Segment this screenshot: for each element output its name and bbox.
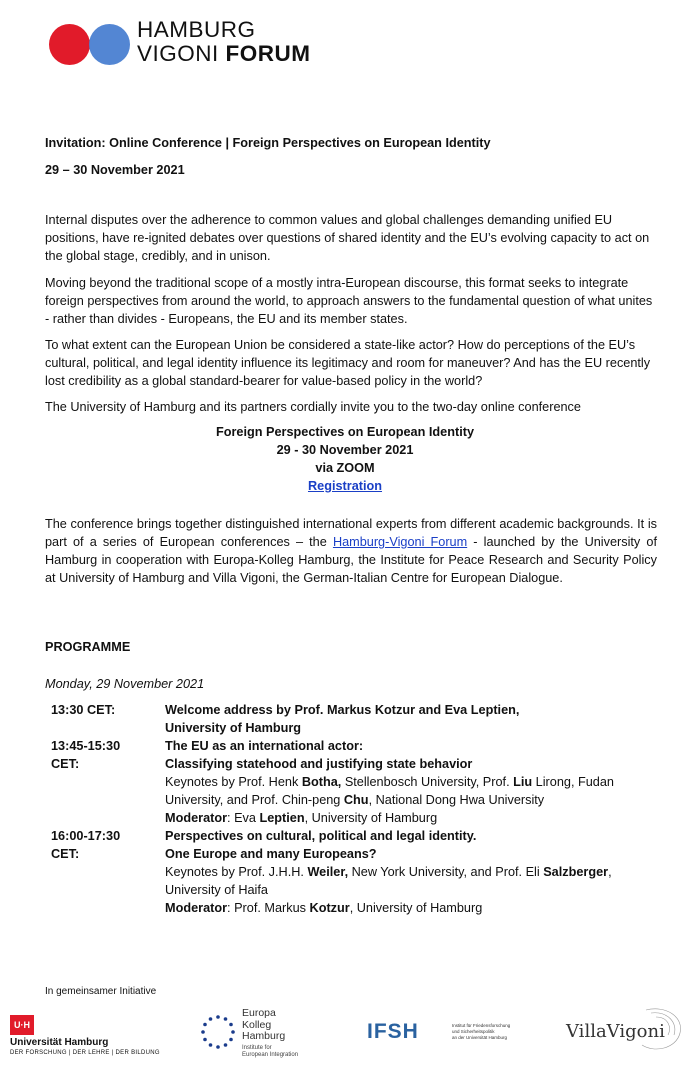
uh-emblem: U·H: [10, 1015, 34, 1035]
logo-blue-circle: [89, 24, 130, 65]
ekh-subtitle: Institute for European Integration: [242, 1045, 299, 1058]
uh-tagline: DER FORSCHUNG | DER LEHRE | DER BILDUNG: [10, 1050, 160, 1056]
center-title: Foreign Perspectives on European Identity: [215, 425, 475, 439]
logo-red-circle: [49, 24, 90, 65]
brand-wordmark: [137, 18, 311, 66]
paragraph-questions: To what extent can the European Union be considered a state-like actor? How do perceptions of the EU’s cultural, political, and legal identity influence its legitimacy and room for maneuver? And has the EU recently lost credibility as a global standard-bearer for value-based policy in the world?: [45, 338, 651, 388]
session2-keynotes-line2: University, and Prof. Chin-peng Chu, National Dong Hwa University: [165, 793, 545, 807]
programme-label: PROGRAMME: [45, 640, 131, 654]
universitaet-hamburg-logo: [10, 1015, 160, 1060]
europa-kolleg-logo: [200, 1008, 320, 1063]
session3-time1: 16:00-17:30: [51, 829, 121, 843]
center-dates: 29 - 30 November 2021: [276, 443, 414, 457]
brand-line2: VIGONI FORUM: [137, 41, 311, 66]
ifsh-logo: [367, 1020, 517, 1048]
session3-title2: One Europe and many Europeans?: [165, 847, 377, 861]
session3-keynotes-line1: Keynotes by Prof. J.H.H. Weiler, New York University, and Prof. Eli Salzberger,: [165, 865, 612, 879]
session3-moderator: Moderator: Prof. Markus Kotzur, University of Hamburg: [165, 901, 483, 915]
uh-name: Universität Hamburg: [10, 1037, 109, 1048]
eu-stars-icon: [200, 1014, 236, 1050]
session1-title1: Welcome address by Prof. Markus Kotzur and Eva Leptien,: [165, 703, 520, 717]
conference-date: 29 – 30 November 2021: [45, 163, 185, 177]
session2-keynotes-line1: Keynotes by Prof. Henk Botha, Stellenbosch University, Prof. Liu Lirong, Fudan: [165, 775, 614, 789]
ifsh-subtitle: Institut für Friedensforschung und Sicherheitspolitik an der Universität Hamburg: [452, 1023, 511, 1040]
paragraph-invite: The University of Hamburg and its partners cordially invite you to the two-day online conference: [45, 400, 581, 414]
session3-time2: CET:: [51, 847, 80, 861]
registration-link[interactable]: Registration: [307, 479, 383, 493]
villa-vigoni-name: VillaVigoni: [566, 1021, 665, 1042]
initiative-label: In gemeinsamer Initiative: [45, 986, 157, 997]
center-registration-wrap: [45, 477, 645, 495]
paragraph-series: The conference brings together distinguished international experts from different academic backgrounds. It is part of a series of European conferences – the Hamburg-Vigoni Forum - launched by the University of Hamburg in cooperation with Europa-Kolleg Hamburg, the Institute for Peace Research and Security Policy at University of Hamburg and Villa Vigoni, the German-Italian Centre for European Dialogue.: [45, 517, 657, 585]
paragraph-format: Moving beyond the traditional scope of a mostly intra-European discourse, this format seeks to integrate foreign perspectives from around the world, to approach answers to the fundamental question of what unites - rather than divides - Europeans, the EU and its member states.: [45, 276, 653, 326]
center-via: via ZOOM: [315, 461, 375, 475]
session2-moderator: Moderator: Eva Leptien, University of Hamburg: [165, 811, 438, 825]
brand-line1: HAMBURG: [137, 17, 256, 42]
invitation-heading: Invitation: Online Conference | Foreign Perspectives on European Identity: [45, 136, 491, 150]
session3-title1: Perspectives on cultural, political and legal identity.: [165, 829, 477, 843]
session2-time2: CET:: [51, 757, 80, 771]
villa-vigoni-logo: [566, 1005, 686, 1060]
ekh-name: Europa Kolleg Hamburg: [242, 1007, 286, 1042]
hamburg-vigoni-forum-link[interactable]: Hamburg-Vigoni Forum: [332, 535, 468, 549]
paragraph-intro: Internal disputes over the adherence to common values and global challenges demanding unified EU positions, have re-ignited debates over questions of shared identity and the EU’s evolving capacity to act on the global stage, credibly, and in unison.: [45, 213, 650, 263]
session2-title1: The EU as an international actor:: [165, 739, 364, 753]
session3-keynotes-line2: University of Haifa: [165, 883, 268, 897]
session2-title2: Classifying statehood and justifying state behavior: [165, 757, 473, 771]
session1-title2: University of Hamburg: [165, 721, 302, 735]
ifsh-wordmark: IFSH: [367, 1020, 419, 1043]
day-label: Monday, 29 November 2021: [45, 677, 205, 691]
session2-time1: 13:45-15:30: [51, 739, 121, 753]
session1-time: 13:30 CET:: [51, 703, 116, 717]
